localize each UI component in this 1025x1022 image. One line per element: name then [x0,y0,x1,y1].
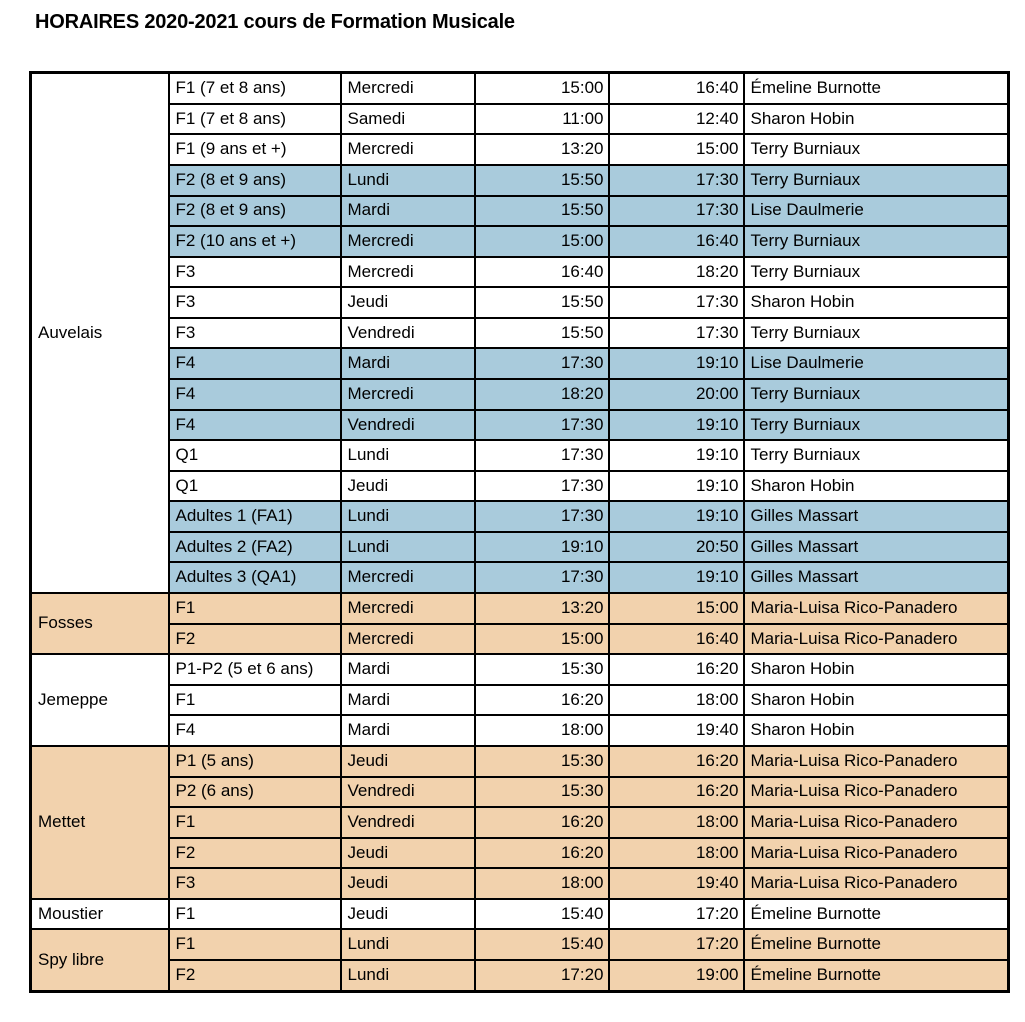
start-time-cell: 18:00 [475,715,609,746]
teacher-cell: Sharon Hobin [744,685,1009,716]
start-time-cell: 18:00 [475,868,609,899]
start-time-cell: 11:00 [475,104,609,135]
day-cell: Mercredi [341,226,475,257]
table-row [31,287,1009,318]
table-row [31,685,1009,716]
day-cell: Lundi [341,165,475,196]
teacher-cell: Gilles Massart [744,532,1009,563]
schedule-table-grid [29,71,1010,993]
teacher-cell: Émeline Burnotte [744,899,1009,930]
day-cell: Mercredi [341,379,475,410]
day-cell: Lundi [341,440,475,471]
course-cell: F1 [169,899,341,930]
start-time-cell: 15:00 [475,73,609,104]
course-cell: F1 (7 et 8 ans) [169,104,341,135]
table-row [31,899,1009,930]
teacher-cell: Terry Burniaux [744,318,1009,349]
start-time-cell: 19:10 [475,532,609,563]
start-time-cell: 15:50 [475,318,609,349]
location-cell: Fosses [31,593,169,654]
day-cell: Mardi [341,196,475,227]
teacher-cell: Émeline Burnotte [744,960,1009,992]
course-cell: F3 [169,868,341,899]
end-time-cell: 16:20 [609,746,744,777]
table-row [31,746,1009,777]
day-cell: Mercredi [341,593,475,624]
table-row [31,226,1009,257]
teacher-cell: Maria-Luisa Rico-Panadero [744,746,1009,777]
schedule-table-body [31,73,1009,992]
end-time-cell: 19:10 [609,471,744,502]
start-time-cell: 15:50 [475,287,609,318]
start-time-cell: 16:40 [475,257,609,288]
end-time-cell: 19:10 [609,440,744,471]
table-row [31,104,1009,135]
start-time-cell: 16:20 [475,807,609,838]
course-cell: Adultes 3 (QA1) [169,562,341,593]
course-cell: F3 [169,257,341,288]
start-time-cell: 17:30 [475,410,609,441]
course-cell: F1 [169,929,341,960]
day-cell: Jeudi [341,868,475,899]
day-cell: Lundi [341,532,475,563]
day-cell: Vendredi [341,410,475,441]
table-row [31,134,1009,165]
day-cell: Lundi [341,929,475,960]
course-cell: F1 (7 et 8 ans) [169,73,341,104]
teacher-cell: Lise Daulmerie [744,348,1009,379]
day-cell: Jeudi [341,471,475,502]
course-cell: F1 [169,807,341,838]
start-time-cell: 15:00 [475,226,609,257]
teacher-cell: Maria-Luisa Rico-Panadero [744,807,1009,838]
day-cell: Mercredi [341,624,475,655]
day-cell: Jeudi [341,899,475,930]
start-time-cell: 17:30 [475,562,609,593]
day-cell: Vendredi [341,318,475,349]
end-time-cell: 20:50 [609,532,744,563]
course-cell: P1-P2 (5 et 6 ans) [169,654,341,685]
table-row [31,532,1009,563]
teacher-cell: Maria-Luisa Rico-Panadero [744,593,1009,624]
table-row [31,715,1009,746]
day-cell: Mercredi [341,73,475,104]
teacher-cell: Terry Burniaux [744,165,1009,196]
start-time-cell: 15:00 [475,624,609,655]
teacher-cell: Sharon Hobin [744,654,1009,685]
table-row [31,654,1009,685]
teacher-cell: Terry Burniaux [744,226,1009,257]
table-row [31,471,1009,502]
course-cell: Q1 [169,440,341,471]
table-row [31,562,1009,593]
day-cell: Mercredi [341,562,475,593]
day-cell: Vendredi [341,777,475,808]
end-time-cell: 19:00 [609,960,744,992]
end-time-cell: 19:40 [609,868,744,899]
schedule-table [29,71,1010,993]
end-time-cell: 17:30 [609,318,744,349]
start-time-cell: 15:50 [475,196,609,227]
end-time-cell: 17:20 [609,929,744,960]
day-cell: Jeudi [341,746,475,777]
day-cell: Lundi [341,501,475,532]
teacher-cell: Terry Burniaux [744,257,1009,288]
day-cell: Mercredi [341,257,475,288]
course-cell: P1 (5 ans) [169,746,341,777]
table-row [31,73,1009,104]
table-row [31,960,1009,992]
teacher-cell: Gilles Massart [744,562,1009,593]
teacher-cell: Sharon Hobin [744,471,1009,502]
teacher-cell: Émeline Burnotte [744,73,1009,104]
end-time-cell: 17:30 [609,196,744,227]
end-time-cell: 16:20 [609,654,744,685]
end-time-cell: 16:40 [609,73,744,104]
teacher-cell: Terry Burniaux [744,440,1009,471]
start-time-cell: 17:30 [475,471,609,502]
teacher-cell: Sharon Hobin [744,104,1009,135]
page-title: HORAIRES 2020-2021 cours de Formation Musicale [35,11,515,33]
course-cell: Adultes 1 (FA1) [169,501,341,532]
start-time-cell: 18:20 [475,379,609,410]
day-cell: Mardi [341,654,475,685]
start-time-cell: 17:30 [475,501,609,532]
end-time-cell: 18:20 [609,257,744,288]
table-row [31,165,1009,196]
teacher-cell: Terry Burniaux [744,134,1009,165]
teacher-cell: Maria-Luisa Rico-Panadero [744,624,1009,655]
table-row [31,777,1009,808]
table-row [31,593,1009,624]
end-time-cell: 19:10 [609,348,744,379]
course-cell: F4 [169,410,341,441]
location-cell: Moustier [31,899,169,930]
location-cell: Auvelais [31,73,169,594]
table-row [31,807,1009,838]
course-cell: F4 [169,715,341,746]
table-row [31,838,1009,869]
table-row [31,929,1009,960]
course-cell: Adultes 2 (FA2) [169,532,341,563]
end-time-cell: 16:20 [609,777,744,808]
day-cell: Samedi [341,104,475,135]
day-cell: Jeudi [341,287,475,318]
table-row [31,501,1009,532]
teacher-cell: Sharon Hobin [744,715,1009,746]
start-time-cell: 15:30 [475,746,609,777]
course-cell: F1 (9 ans et +) [169,134,341,165]
start-time-cell: 16:20 [475,838,609,869]
day-cell: Mardi [341,348,475,379]
location-cell: Spy libre [31,929,169,991]
end-time-cell: 17:30 [609,165,744,196]
end-time-cell: 15:00 [609,134,744,165]
end-time-cell: 19:40 [609,715,744,746]
table-row [31,348,1009,379]
start-time-cell: 15:40 [475,899,609,930]
end-time-cell: 18:00 [609,838,744,869]
teacher-cell: Gilles Massart [744,501,1009,532]
teacher-cell: Maria-Luisa Rico-Panadero [744,777,1009,808]
table-row [31,868,1009,899]
start-time-cell: 17:30 [475,348,609,379]
course-cell: F4 [169,379,341,410]
course-cell: F2 (10 ans et +) [169,226,341,257]
location-cell: Mettet [31,746,169,899]
day-cell: Mercredi [341,134,475,165]
end-time-cell: 18:00 [609,685,744,716]
teacher-cell: Terry Burniaux [744,410,1009,441]
teacher-cell: Maria-Luisa Rico-Panadero [744,838,1009,869]
course-cell: F3 [169,318,341,349]
table-row [31,318,1009,349]
start-time-cell: 15:40 [475,929,609,960]
table-row [31,196,1009,227]
day-cell: Mardi [341,715,475,746]
start-time-cell: 13:20 [475,593,609,624]
table-row [31,379,1009,410]
table-row [31,624,1009,655]
teacher-cell: Lise Daulmerie [744,196,1009,227]
teacher-cell: Terry Burniaux [744,379,1009,410]
end-time-cell: 16:40 [609,624,744,655]
start-time-cell: 17:30 [475,440,609,471]
end-time-cell: 15:00 [609,593,744,624]
course-cell: F2 [169,624,341,655]
course-cell: P2 (6 ans) [169,777,341,808]
end-time-cell: 19:10 [609,562,744,593]
start-time-cell: 17:20 [475,960,609,992]
end-time-cell: 19:10 [609,501,744,532]
day-cell: Vendredi [341,807,475,838]
day-cell: Mardi [341,685,475,716]
start-time-cell: 13:20 [475,134,609,165]
day-cell: Jeudi [341,838,475,869]
course-cell: F4 [169,348,341,379]
day-cell: Lundi [341,960,475,992]
teacher-cell: Maria-Luisa Rico-Panadero [744,868,1009,899]
end-time-cell: 19:10 [609,410,744,441]
end-time-cell: 17:20 [609,899,744,930]
start-time-cell: 15:50 [475,165,609,196]
teacher-cell: Sharon Hobin [744,287,1009,318]
end-time-cell: 16:40 [609,226,744,257]
course-cell: Q1 [169,471,341,502]
table-row [31,410,1009,441]
end-time-cell: 18:00 [609,807,744,838]
end-time-cell: 20:00 [609,379,744,410]
teacher-cell: Émeline Burnotte [744,929,1009,960]
course-cell: F2 (8 et 9 ans) [169,165,341,196]
course-cell: F3 [169,287,341,318]
location-cell: Jemeppe [31,654,169,746]
course-cell: F1 [169,593,341,624]
table-row [31,257,1009,288]
course-cell: F1 [169,685,341,716]
end-time-cell: 17:30 [609,287,744,318]
course-cell: F2 (8 et 9 ans) [169,196,341,227]
start-time-cell: 16:20 [475,685,609,716]
table-row [31,440,1009,471]
start-time-cell: 15:30 [475,654,609,685]
course-cell: F2 [169,960,341,992]
start-time-cell: 15:30 [475,777,609,808]
end-time-cell: 12:40 [609,104,744,135]
course-cell: F2 [169,838,341,869]
